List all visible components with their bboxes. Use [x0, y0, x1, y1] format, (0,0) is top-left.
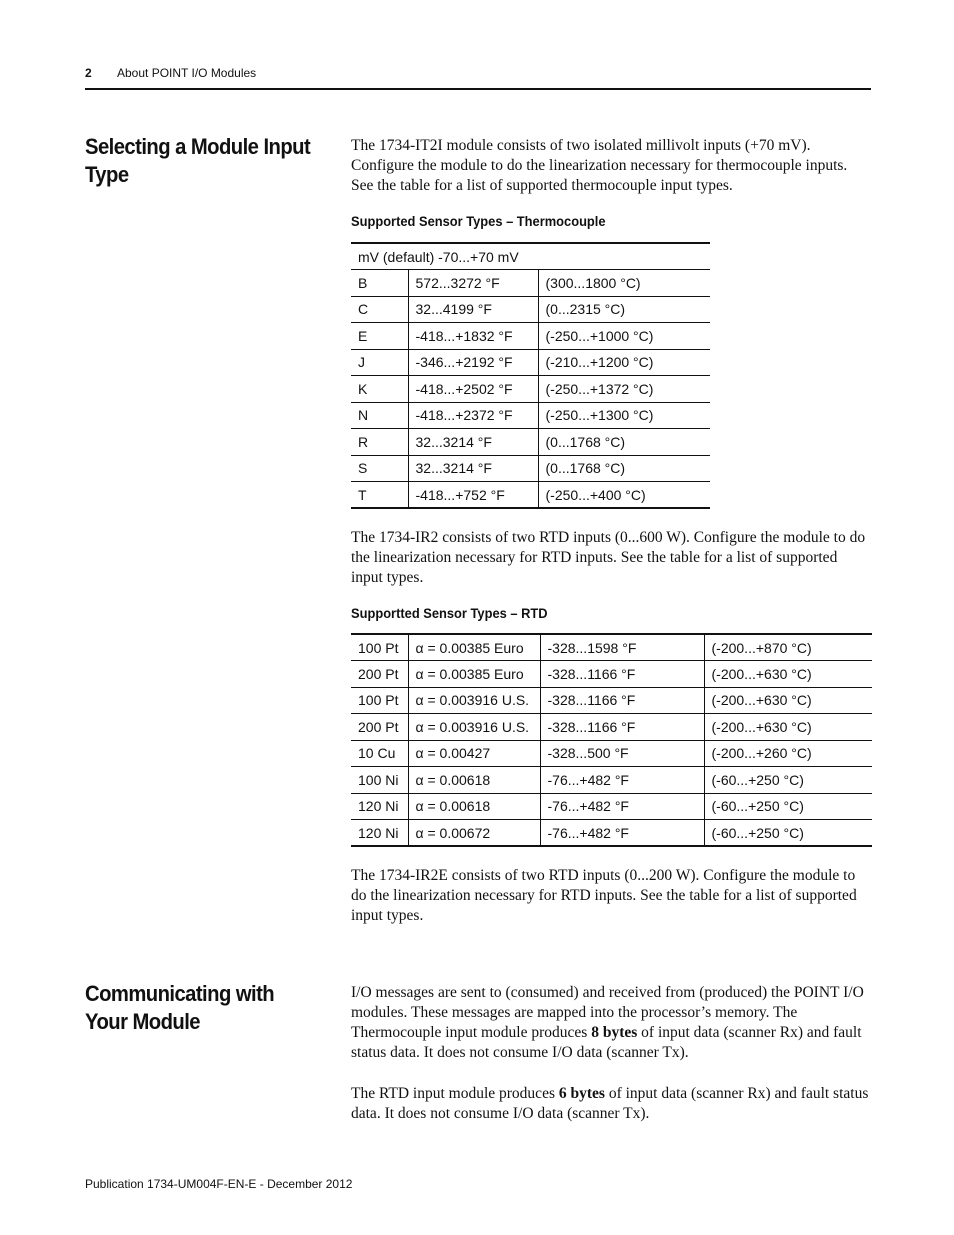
- celsius-range-cell: (-60...+250 °C): [704, 820, 872, 847]
- alpha-coefficient-cell: α = 0.00427: [408, 740, 540, 767]
- table-row: [351, 429, 710, 456]
- celsius-range-cell: (-200...+870 °C): [704, 634, 872, 661]
- celsius-range-cell: (-250...+400 °C): [538, 482, 710, 509]
- table-row: [351, 349, 710, 376]
- alpha-coefficient-cell: α = 0.003916 U.S.: [408, 687, 540, 714]
- communication-paragraph-1: [351, 983, 873, 1063]
- rtd-table-caption: Supportted Sensor Types – RTD: [351, 605, 548, 621]
- page-number: 2: [85, 66, 92, 80]
- communication-paragraph-2: [351, 1084, 873, 1124]
- table-row: [351, 767, 872, 794]
- fahrenheit-range-cell: 32...3214 °F: [408, 429, 538, 456]
- thermocouple-type-cell: B: [351, 270, 408, 297]
- bold-bytes-8: 8 bytes: [591, 1024, 638, 1041]
- thermocouple-default-range: mV (default) -70...+70 mV: [351, 243, 710, 270]
- celsius-range-cell: (-200...+630 °C): [704, 687, 872, 714]
- thermocouple-type-cell: T: [351, 482, 408, 509]
- celsius-range-cell: (-200...+630 °C): [704, 714, 872, 741]
- rtd-type-cell: 100 Ni: [351, 767, 408, 794]
- text-run: I/O messages are sent to (consumed) and received from (produced) the POINT I/O modules. These messages are mapped into the processor’s memory. The Thermocouple input module produces: [351, 984, 864, 1041]
- thermocouple-type-cell: R: [351, 429, 408, 456]
- thermocouple-type-cell: K: [351, 376, 408, 403]
- alpha-coefficient-cell: α = 0.00618: [408, 793, 540, 820]
- fahrenheit-range-cell: -418...+2372 °F: [408, 402, 538, 429]
- celsius-range-cell: (-250...+1300 °C): [538, 402, 710, 429]
- table-row: [351, 820, 872, 847]
- table-row: [351, 793, 872, 820]
- fahrenheit-range-cell: -328...1166 °F: [540, 714, 704, 741]
- fahrenheit-range-cell: 32...4199 °F: [408, 296, 538, 323]
- table-row: [351, 634, 872, 661]
- table-row: [351, 482, 710, 509]
- celsius-range-cell: (-210...+1200 °C): [538, 349, 710, 376]
- running-title: About POINT I/O Modules: [117, 66, 257, 80]
- fahrenheit-range-cell: -418...+2502 °F: [408, 376, 538, 403]
- table-row: [351, 740, 872, 767]
- rtd-type-cell: 200 Pt: [351, 661, 408, 688]
- thermocouple-type-cell: S: [351, 455, 408, 482]
- footer-publication: Publication 1734-UM004F-EN-E - December 2012: [85, 1177, 353, 1191]
- ir2e-paragraph: The 1734-IR2E consists of two RTD inputs (0...200 W). Configure the module to do the linearization necessary for RTD inputs. See the table for a list of supported input types.: [351, 867, 857, 924]
- rtd-type-cell: 120 Ni: [351, 820, 408, 847]
- thermocouple-type-cell: J: [351, 349, 408, 376]
- fahrenheit-range-cell: 32...3214 °F: [408, 455, 538, 482]
- section-heading-input-type: Selecting a Module Input Type: [85, 134, 311, 187]
- table-row: [351, 455, 710, 482]
- fahrenheit-range-cell: -328...500 °F: [540, 740, 704, 767]
- table-header-row: [351, 243, 710, 270]
- table-row: [351, 714, 872, 741]
- celsius-range-cell: (-60...+250 °C): [704, 793, 872, 820]
- celsius-range-cell: (-250...+1000 °C): [538, 323, 710, 350]
- table-row: [351, 687, 872, 714]
- section-heading-communicating: Communicating with Your Module: [85, 981, 275, 1034]
- celsius-range-cell: (0...1768 °C): [538, 455, 710, 482]
- celsius-range-cell: (0...2315 °C): [538, 296, 710, 323]
- rtd-type-cell: 120 Ni: [351, 793, 408, 820]
- thermocouple-table: [351, 242, 710, 509]
- fahrenheit-range-cell: -328...1166 °F: [540, 661, 704, 688]
- alpha-coefficient-cell: α = 0.00618: [408, 767, 540, 794]
- celsius-range-cell: (-200...+260 °C): [704, 740, 872, 767]
- thermocouple-type-cell: N: [351, 402, 408, 429]
- celsius-range-cell: (0...1768 °C): [538, 429, 710, 456]
- table-row: [351, 296, 710, 323]
- text-run: The RTD input module produces: [351, 1085, 559, 1102]
- celsius-range-cell: (-200...+630 °C): [704, 661, 872, 688]
- fahrenheit-range-cell: -76...+482 °F: [540, 793, 704, 820]
- table-row: [351, 323, 710, 350]
- bold-bytes-6: 6 bytes: [558, 1085, 605, 1102]
- fahrenheit-range-cell: -76...+482 °F: [540, 767, 704, 794]
- fahrenheit-range-cell: -328...1598 °F: [540, 634, 704, 661]
- rtd-type-cell: 100 Pt: [351, 634, 408, 661]
- rtd-type-cell: 10 Cu: [351, 740, 408, 767]
- text-run: of input data (scanner Rx) and fault status data. It does not consume I/O data (scanner Tx).: [351, 1085, 869, 1122]
- alpha-coefficient-cell: α = 0.003916 U.S.: [408, 714, 540, 741]
- fahrenheit-range-cell: 572...3272 °F: [408, 270, 538, 297]
- thermocouple-type-cell: C: [351, 296, 408, 323]
- fahrenheit-range-cell: -346...+2192 °F: [408, 349, 538, 376]
- fahrenheit-range-cell: -418...+752 °F: [408, 482, 538, 509]
- table-row: [351, 661, 872, 688]
- table-row: [351, 402, 710, 429]
- rtd-table: [351, 633, 872, 847]
- fahrenheit-range-cell: -76...+482 °F: [540, 820, 704, 847]
- fahrenheit-range-cell: -328...1166 °F: [540, 687, 704, 714]
- fahrenheit-range-cell: -418...+1832 °F: [408, 323, 538, 350]
- alpha-coefficient-cell: α = 0.00385 Euro: [408, 661, 540, 688]
- ir2-paragraph: The 1734-IR2 consists of two RTD inputs (0...600 W). Configure the module to do the linearization necessary for RTD inputs. See the table for a list of supported input types.: [351, 529, 866, 586]
- celsius-range-cell: (-60...+250 °C): [704, 767, 872, 794]
- rtd-type-cell: 100 Pt: [351, 687, 408, 714]
- celsius-range-cell: (300...1800 °C): [538, 270, 710, 297]
- table-row: [351, 376, 710, 403]
- thermocouple-type-cell: E: [351, 323, 408, 350]
- table-row: [351, 270, 710, 297]
- alpha-coefficient-cell: α = 0.00672: [408, 820, 540, 847]
- rtd-type-cell: 200 Pt: [351, 714, 408, 741]
- text-run: of input data (scanner Rx) and fault status data. It does not consume I/O data (scanner Tx).: [351, 1024, 862, 1061]
- intro-paragraph: The 1734-IT2I module consists of two isolated millivolt inputs (+70 mV). Configure the module to do the linearization necessary for thermocouple inputs. See the table for a list of supported thermocouple input types.: [351, 137, 848, 194]
- thermocouple-table-caption: Supported Sensor Types – Thermocouple: [351, 213, 606, 229]
- celsius-range-cell: (-250...+1372 °C): [538, 376, 710, 403]
- header-rule: [85, 88, 871, 90]
- alpha-coefficient-cell: α = 0.00385 Euro: [408, 634, 540, 661]
